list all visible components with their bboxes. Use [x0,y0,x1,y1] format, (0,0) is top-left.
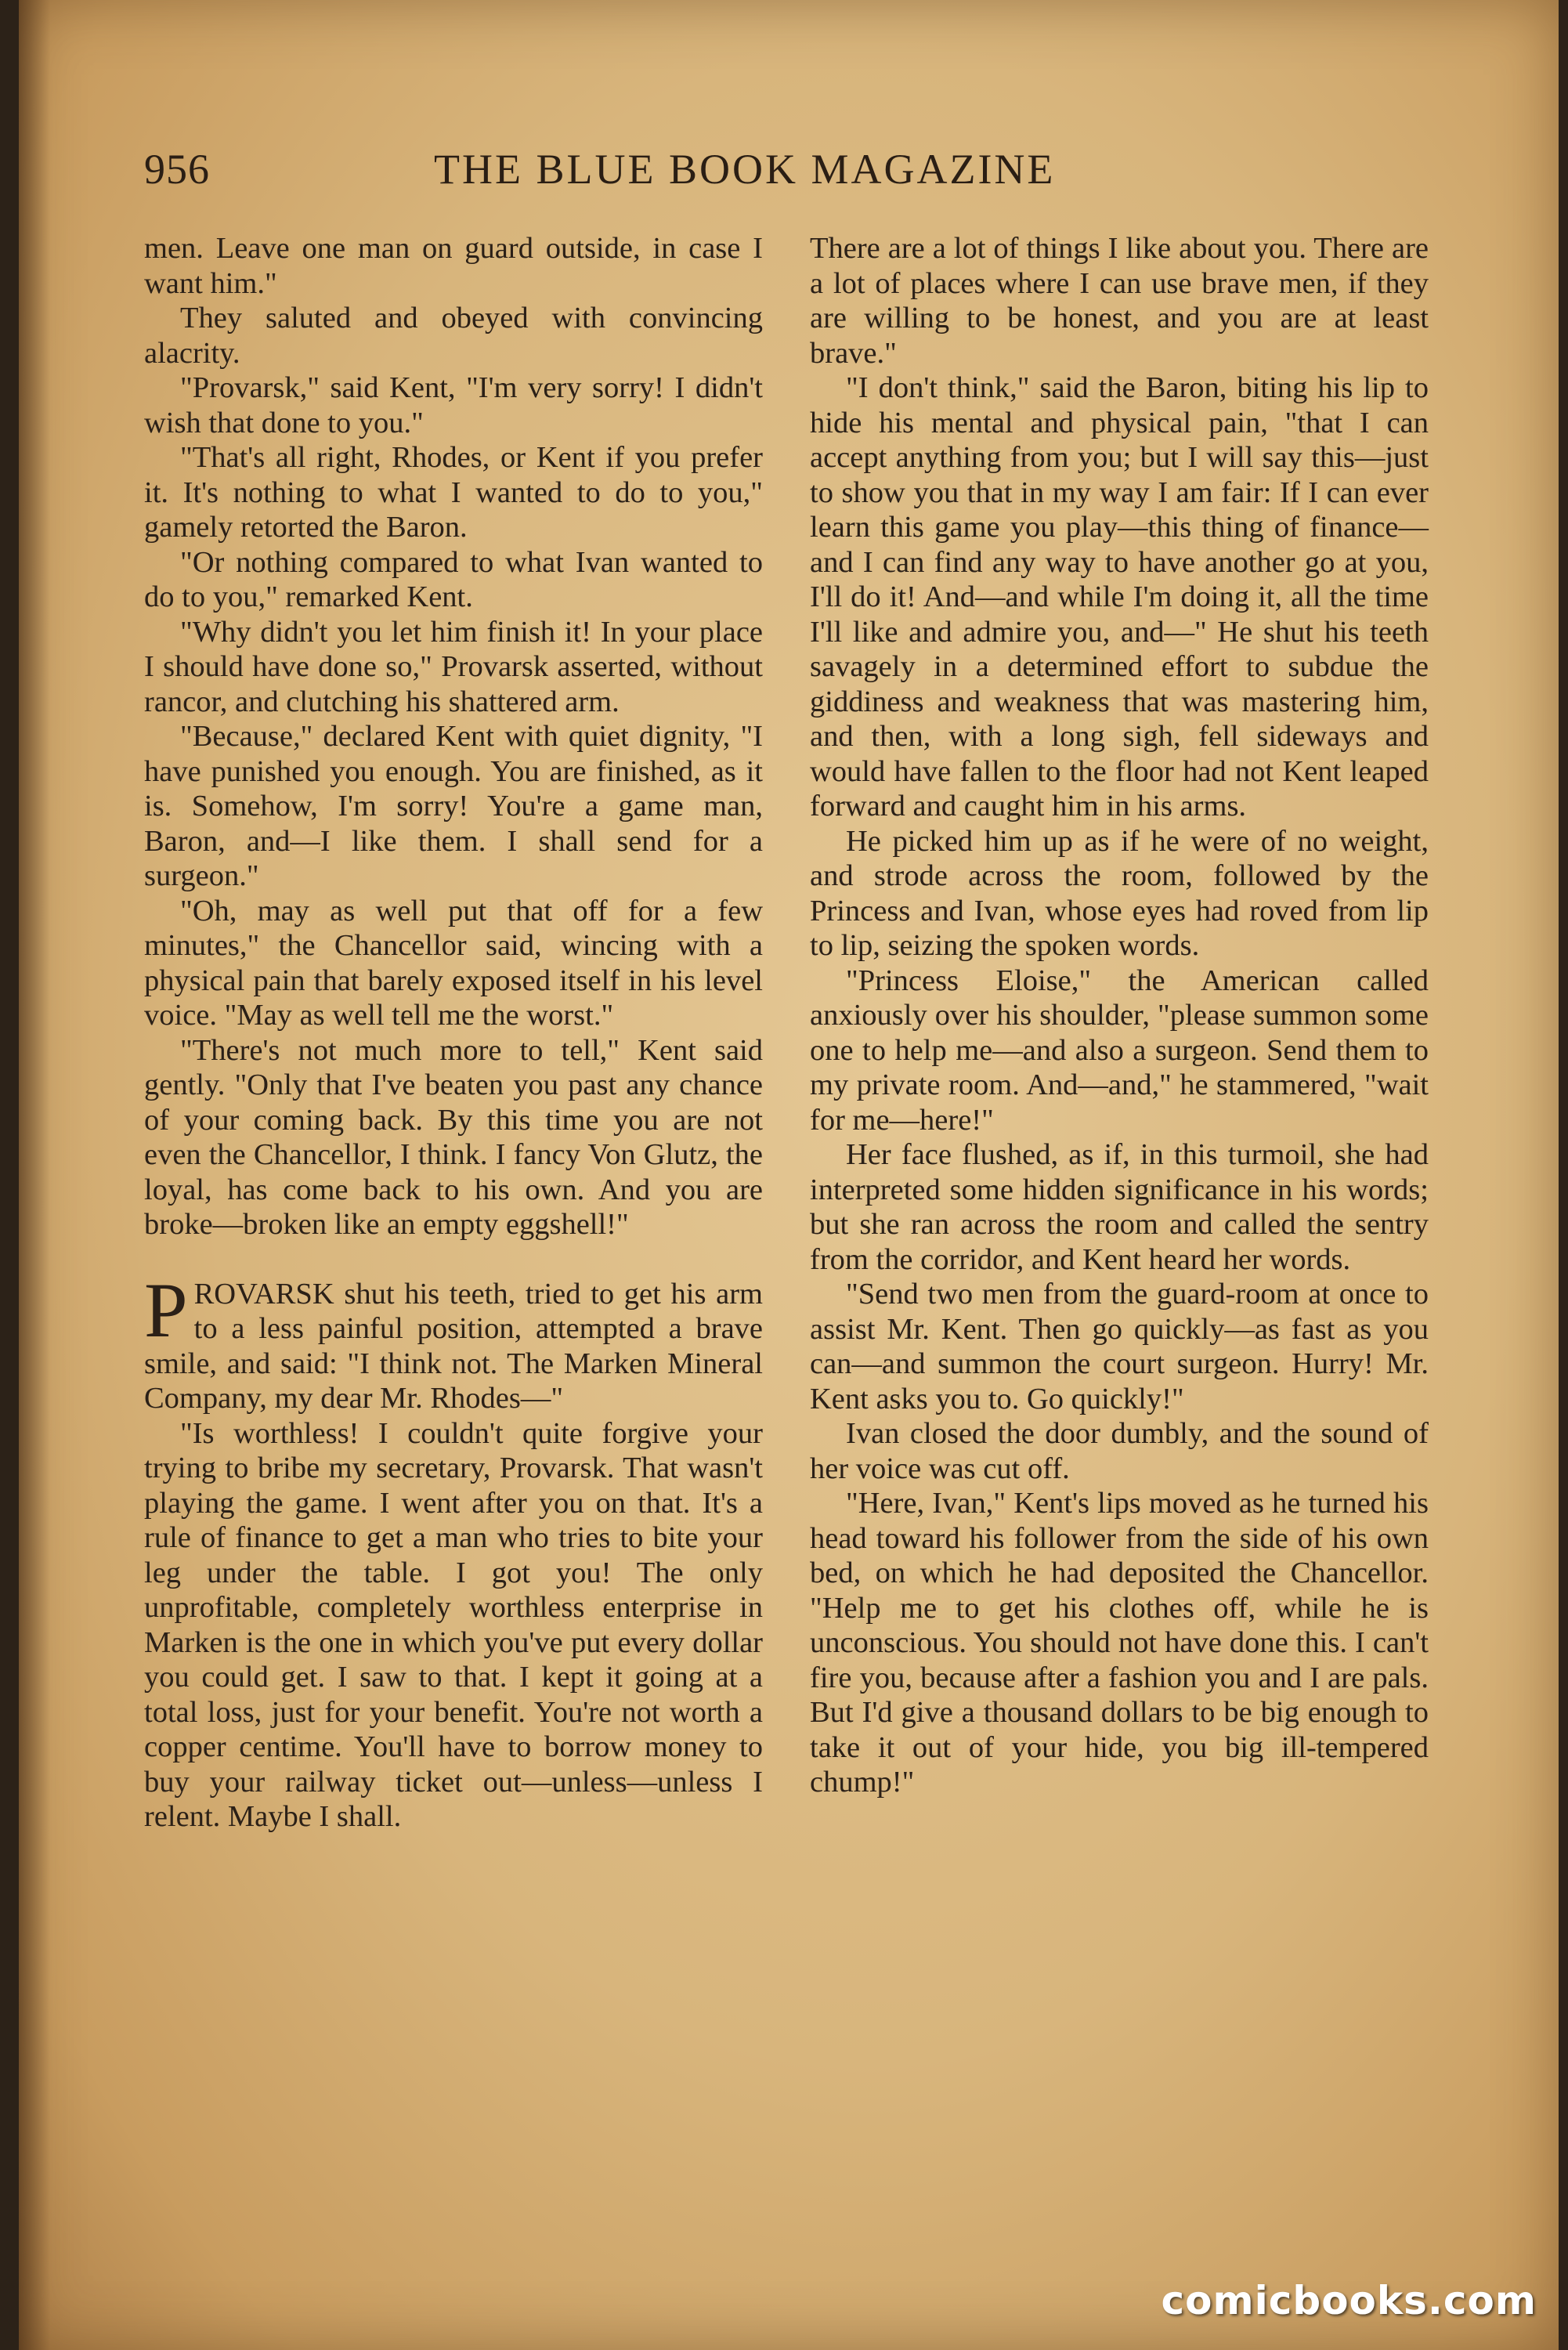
paragraph: "That's all right, Rhodes, or Kent if you prefer it. It's nothing to what I wanted to do to you," gamely retorted the Baron. [144,441,763,544]
paragraph: "I don't think," said the Baron, biting his lip to hide his mental and physical pain, "that I can accept anything from you; but I will say this—just to show you that in my way I am fair: If I can ever learn this game you play—this thing of finance—and I can find any way to have another go at you, I'll do it! And—and while I'm doing it, all the time I'll like and admire you, and—" He shut his teeth savagely in a determined effort to subdue the giddiness and weakness that was mastering him, and then, with a long sigh, fell sideways and would have fallen to the floor had not Kent leaped forward and caught him in his arms. [810,371,1429,822]
paragraph: men. Leave one man on guard outside, in case I want him." [144,232,763,300]
paragraph: There are a lot of things I like about you. There are a lot of places where I can use brave men, if they are willing to be honest, and you are at least brave." [810,232,1429,370]
left-column [144,231,763,1835]
paragraph: Her face flushed, as if, in this turmoil, she had interpreted some hidden significance in his words; but she ran across the room and called the sentry from the corridor, and Kent heard her words. [810,1138,1429,1276]
page-header [144,145,1178,200]
paragraph: "Provarsk," said Kent, "I'm very sorry! I didn't wish that done to you." [144,371,763,439]
paragraph: "There's not much more to tell," Kent said gently. "Only that I've beaten you past any chance of your coming back. By this time you are not even the Chancellor, I think. I fancy Von Glutz, the loyal, has come back to his own. And you are broke—broken like an empty eggshell!" [144,1033,763,1241]
paragraph: "Because," declared Kent with quiet dignity, "I have punished you enough. You are finished, as it is. Somehow, I'm sorry! You're a game man, Baron, and—I like them. I shall send for a surgeon." [144,720,763,892]
page-number: 956 [144,146,210,193]
magazine-page [19,0,1559,2350]
drop-cap-letter: P [144,1266,188,1354]
paragraph: "Oh, may as well put that off for a few minutes," the Chancellor said, wincing with a physical pain that barely exposed itself in his level voice. "May as well tell me the worst." [144,894,763,1032]
paragraph: "Princess Eloise," the American called anxiously over his shoulder, "please summon some one to help me—and also a surgeon. Send them to my private room. And—and," he stammered, "wait for me—here!" [810,964,1429,1137]
paragraph: "Send two men from the guard-room at once to assist Mr. Kent. Then go quickly—as fast as you can—and summon the court surgeon. Hurry! Mr. Kent asks you to. Go quickly!" [810,1278,1429,1415]
magazine-title: THE BLUE BOOK MAGAZINE [434,146,1056,193]
paragraph: They saluted and obeyed with convincing alacrity. [144,302,763,370]
site-watermark: comicbooks.com [1161,2278,1537,2323]
dropcap-paragraph-text: ROVARSK shut his teeth, tried to get his arm to a less painful position, attempted a brave smile, and said: "I think not. The Marken Mineral Company, my dear Mr. Rhodes—" [144,1277,763,1415]
paragraph: "Or nothing compared to what Ivan wanted to do to you," remarked Kent. [144,545,763,613]
dropcap-paragraph [144,1266,763,1416]
paragraph: Ivan closed the door dumbly, and the sound of her voice was cut off. [810,1417,1429,1485]
paragraph: "Why didn't you let him finish it! In your place I should have done so," Provarsk asserted, without rancor, and clutching his shattered arm. [144,615,763,718]
paragraph: "Here, Ivan," Kent's lips moved as he turned his head toward his follower from the side of his own bed, on which he had deposited the Chancellor. "Help me to get his clothes off, while he is unconscious. You should not have done this. I can't fire you, because after a fashion you and I are pals. But I'd give a thousand dollars to be big enough to take it out of your hide, you big ill-tempered chump!" [810,1487,1429,1799]
paragraph: He picked him up as if he were of no weight, and strode across the room, followed by the Princess and Ivan, whose eyes had roved from lip to lip, seizing the spoken words. [810,824,1429,962]
paragraph: "Is worthless! I couldn't quite forgive your trying to bribe my secretary, Provarsk. That wasn't playing the game. I went after you on that. It's a rule of finance to get a man who tries to bite your leg under the table. I got you! The only unprofitable, completely worthless enterprise in Marken is the one in which you've put every dollar you could get. I saw to that. I kept it going at a total loss, just for your benefit. You're not worth a copper centime. You'll have to borrow money to buy your railway ticket out—unless—unless I relent. Maybe I shall. [144,1416,763,1833]
right-column [810,231,1429,1800]
